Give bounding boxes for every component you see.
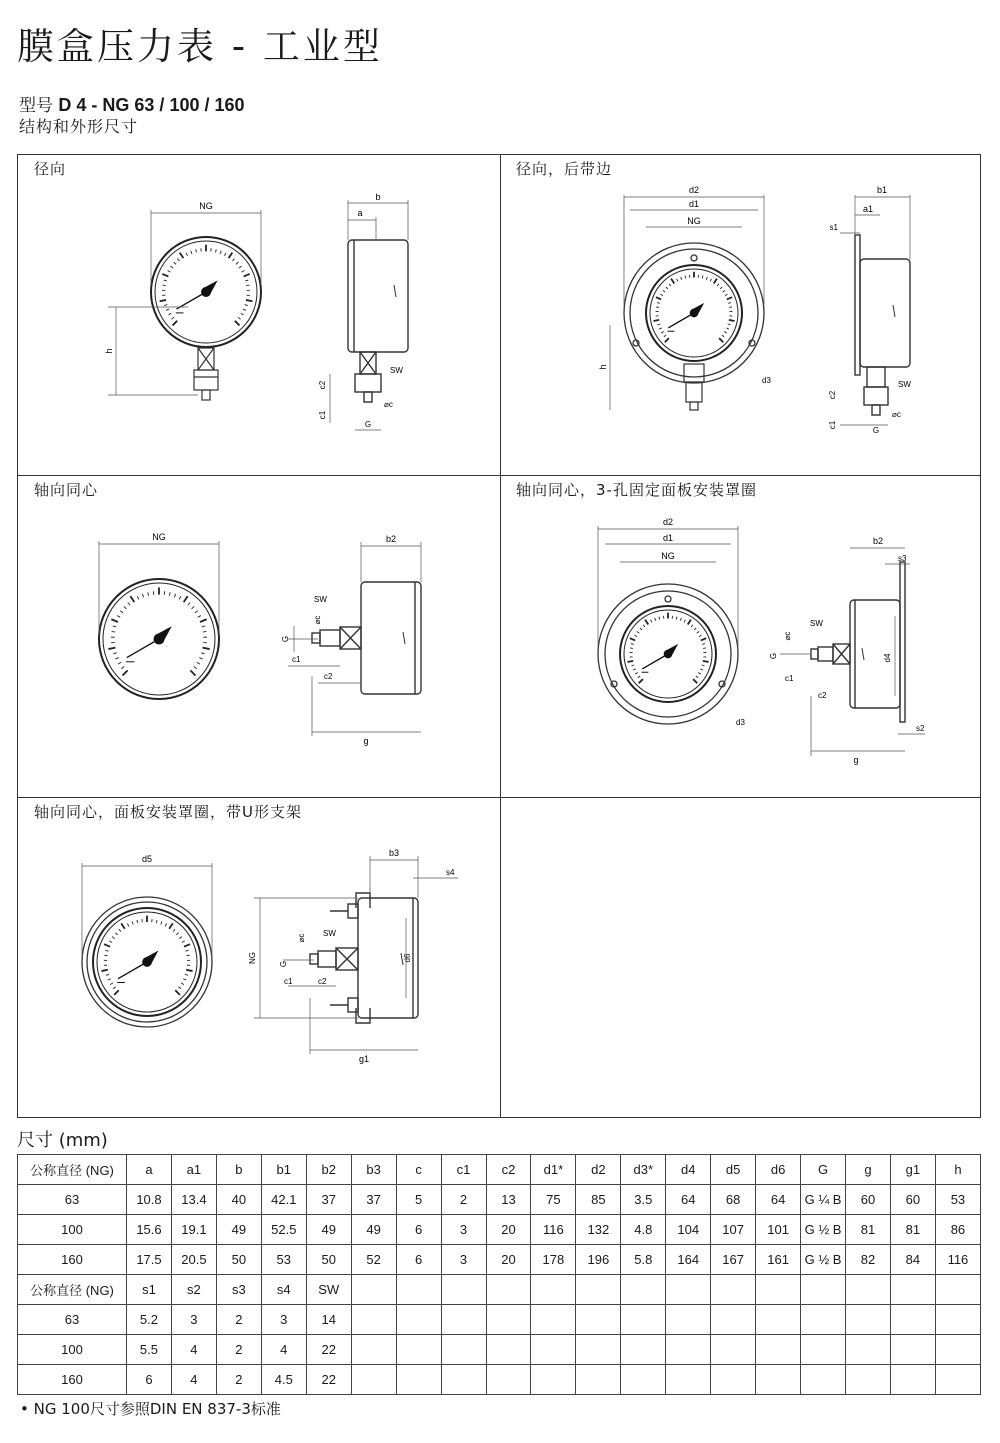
label-sw: SW xyxy=(314,595,327,604)
label-g-thread: G xyxy=(279,960,288,968)
table-cell: d5 xyxy=(711,1155,756,1185)
bottom-fitting xyxy=(194,348,218,400)
table-cell: 160 xyxy=(18,1245,127,1275)
table-cell: a1 xyxy=(171,1155,216,1185)
table-cell: 4 xyxy=(171,1335,216,1365)
label-b3: b3 xyxy=(388,848,400,858)
table-cell: 6 xyxy=(396,1245,441,1275)
table-cell xyxy=(441,1335,486,1365)
table-cell: 2 xyxy=(216,1365,261,1395)
table-cell: 5.8 xyxy=(621,1245,666,1275)
label-phi-c: ⌀c xyxy=(313,615,322,625)
table-cell: 40 xyxy=(216,1185,261,1215)
table-cell xyxy=(531,1275,576,1305)
table-cell: 50 xyxy=(216,1245,261,1275)
table-cell: 64 xyxy=(756,1185,801,1215)
table-row xyxy=(18,1365,981,1395)
page-subtitle: 结构和外形尺寸 xyxy=(19,117,139,136)
table-cell: s4 xyxy=(261,1275,306,1305)
table-cell: h xyxy=(935,1155,980,1185)
table-cell xyxy=(621,1305,666,1335)
label-c1: c1 xyxy=(318,410,327,420)
model-code: D 4 - NG 63 / 100 / 160 xyxy=(58,95,245,115)
panel-label: 径向，后带边 xyxy=(516,160,613,178)
table-cell: 196 xyxy=(576,1245,621,1275)
table-cell xyxy=(846,1305,891,1335)
table-cell xyxy=(531,1365,576,1395)
table-cell: 160 xyxy=(18,1365,127,1395)
table-cell: 81 xyxy=(890,1215,935,1245)
table-cell: 116 xyxy=(531,1215,576,1245)
table-cell xyxy=(846,1335,891,1365)
table-cell xyxy=(531,1335,576,1365)
table-cell xyxy=(666,1305,711,1335)
label-a1: a1 xyxy=(862,204,874,214)
table-cell: 5.2 xyxy=(127,1305,172,1335)
label-sw: SW xyxy=(323,929,336,938)
table-cell: 68 xyxy=(711,1185,756,1215)
label-phi-c: ⌀c xyxy=(783,631,792,641)
table-cell: 3 xyxy=(441,1215,486,1245)
table-cell xyxy=(890,1305,935,1335)
table-cell: 42.1 xyxy=(261,1185,306,1215)
table-header-row xyxy=(18,1275,981,1305)
table-cell: 53 xyxy=(935,1185,980,1215)
table-cell xyxy=(846,1275,891,1305)
dimensions-table-1 xyxy=(17,1154,981,1275)
table-cell xyxy=(801,1305,846,1335)
table-cell: 81 xyxy=(846,1215,891,1245)
table-cell xyxy=(935,1365,980,1395)
table-cell: 13 xyxy=(486,1185,531,1215)
dimension-lines xyxy=(598,526,925,756)
label-ng: NG xyxy=(152,532,166,542)
table-cell: 20.5 xyxy=(171,1245,216,1275)
table-cell xyxy=(396,1365,441,1395)
table-cell xyxy=(576,1335,621,1365)
table-cell: 52.5 xyxy=(261,1215,306,1245)
table-cell: 161 xyxy=(756,1245,801,1275)
label-g-thread: G xyxy=(281,635,290,643)
table-cell xyxy=(441,1275,486,1305)
table-cell: 100 xyxy=(18,1215,127,1245)
table-cell: 20 xyxy=(486,1215,531,1245)
label-d2: d2 xyxy=(688,185,700,195)
table-cell xyxy=(935,1275,980,1305)
table-cell: 公称直径 (NG) xyxy=(18,1155,127,1185)
label-s4: s4 xyxy=(446,868,455,877)
table-cell: 22 xyxy=(306,1335,351,1365)
table-cell xyxy=(711,1365,756,1395)
table-cell xyxy=(486,1305,531,1335)
side-view-radial xyxy=(348,240,408,402)
label-g: g xyxy=(363,736,369,746)
table-cell: d4 xyxy=(666,1155,711,1185)
drawing-radial-flange xyxy=(500,155,982,475)
table-cell xyxy=(711,1335,756,1365)
table-cell: b xyxy=(216,1155,261,1185)
panel-label: 轴向同心，3-孔固定面板安装罩圈 xyxy=(516,481,757,499)
panel-axial-flange xyxy=(500,476,982,797)
table-cell xyxy=(935,1335,980,1365)
table-cell xyxy=(576,1365,621,1395)
panel-empty xyxy=(500,798,982,1118)
table-cell: 60 xyxy=(846,1185,891,1215)
label-h: h xyxy=(104,348,114,354)
panel-axial-u-clamp xyxy=(18,798,500,1118)
table-cell xyxy=(666,1275,711,1305)
label-g-thread: G xyxy=(872,426,880,435)
panel-axial xyxy=(18,476,500,797)
table-cell xyxy=(801,1365,846,1395)
table-cell xyxy=(396,1305,441,1335)
table-cell xyxy=(396,1335,441,1365)
drawing-axial-u-clamp xyxy=(18,798,500,1118)
table-cell: 53 xyxy=(261,1245,306,1275)
dimensions-heading: 尺寸 (mm) xyxy=(17,1130,108,1151)
drawings-grid xyxy=(17,154,981,1118)
model-prefix: 型号 xyxy=(19,96,53,116)
table-cell: 2 xyxy=(441,1185,486,1215)
page-title: 膜盒压力表 - 工业型 xyxy=(17,25,383,68)
drawing-axial-flange xyxy=(500,476,982,797)
table-cell: b1 xyxy=(261,1155,306,1185)
label-c1: c1 xyxy=(828,420,837,430)
label-phi-c: ⌀c xyxy=(384,400,393,409)
table-cell: 2 xyxy=(216,1305,261,1335)
label-c1: c1 xyxy=(292,655,301,664)
table-cell: 6 xyxy=(396,1215,441,1245)
dimension-lines xyxy=(99,541,421,736)
table-cell: 公称直径 (NG) xyxy=(18,1275,127,1305)
label-sw: SW xyxy=(810,619,823,628)
table-cell: 52 xyxy=(351,1245,396,1275)
table-row xyxy=(18,1305,981,1335)
table-cell: d2 xyxy=(576,1155,621,1185)
table-cell: d6 xyxy=(756,1155,801,1185)
table-cell: SW xyxy=(306,1275,351,1305)
label-h: h xyxy=(598,364,608,370)
table-cell xyxy=(351,1275,396,1305)
table-cell: 3 xyxy=(261,1305,306,1335)
table-cell: 4.5 xyxy=(261,1365,306,1395)
label-d1: d1 xyxy=(688,199,700,209)
label-ng: NG xyxy=(248,952,257,964)
table-cell: 164 xyxy=(666,1245,711,1275)
table-cell: c1 xyxy=(441,1155,486,1185)
side-view xyxy=(310,893,418,1023)
table-cell xyxy=(441,1305,486,1335)
label-s2: s2 xyxy=(916,724,925,733)
footnote: • NG 100尺寸参照DIN EN 837-3标准 xyxy=(20,1400,281,1418)
table-cell xyxy=(890,1275,935,1305)
label-c2: c2 xyxy=(318,977,327,986)
label-g1: g1 xyxy=(358,1054,370,1064)
table-cell xyxy=(890,1335,935,1365)
table-cell: G xyxy=(801,1155,846,1185)
table-cell: 14 xyxy=(306,1305,351,1335)
table-cell xyxy=(351,1305,396,1335)
table-cell: 19.1 xyxy=(171,1215,216,1245)
table-cell xyxy=(756,1305,801,1335)
label-phi-c: ⌀c xyxy=(892,410,901,419)
drawing-axial xyxy=(18,476,500,797)
table-cell: 85 xyxy=(576,1185,621,1215)
table-cell: 3.5 xyxy=(621,1185,666,1215)
table-cell: 37 xyxy=(306,1185,351,1215)
table-row xyxy=(18,1245,981,1275)
table-cell: 3 xyxy=(171,1305,216,1335)
table-cell xyxy=(666,1365,711,1395)
table-row xyxy=(18,1335,981,1365)
table-cell: 75 xyxy=(531,1185,576,1215)
label-b2: b2 xyxy=(385,534,397,544)
label-g: g xyxy=(853,755,859,765)
table-cell xyxy=(531,1305,576,1335)
label-c2: c2 xyxy=(828,390,837,400)
table-cell: s1 xyxy=(127,1275,172,1305)
table-cell: s2 xyxy=(171,1275,216,1305)
table-cell: b3 xyxy=(351,1155,396,1185)
gauge-front xyxy=(620,606,716,702)
table-cell: 5.5 xyxy=(127,1335,172,1365)
dimensions-table-2 xyxy=(17,1274,981,1395)
label-a: a xyxy=(357,208,363,218)
label-d6: d6 xyxy=(403,953,412,963)
model-line xyxy=(19,94,245,117)
gauge-front xyxy=(646,265,742,361)
table-cell: 178 xyxy=(531,1245,576,1275)
label-ng: NG xyxy=(661,551,675,561)
table-cell: g xyxy=(846,1155,891,1185)
table-cell xyxy=(621,1335,666,1365)
table-cell: 104 xyxy=(666,1215,711,1245)
table-cell: d1* xyxy=(531,1155,576,1185)
table-cell: 10.8 xyxy=(127,1185,172,1215)
panel-label: 径向 xyxy=(34,160,67,178)
table-cell xyxy=(890,1365,935,1395)
table-cell xyxy=(576,1305,621,1335)
table-cell: 3 xyxy=(441,1245,486,1275)
label-sw: SW xyxy=(390,366,403,375)
label-d3: d3 xyxy=(762,376,771,385)
table-cell: 100 xyxy=(18,1335,127,1365)
table-cell: 4 xyxy=(171,1365,216,1395)
table-cell: b2 xyxy=(306,1155,351,1185)
label-d1: d1 xyxy=(662,533,674,543)
table-cell: 5 xyxy=(396,1185,441,1215)
table-cell: 49 xyxy=(351,1215,396,1245)
label-c2: c2 xyxy=(318,380,327,390)
table-cell: 50 xyxy=(306,1245,351,1275)
table-header-row xyxy=(18,1155,981,1185)
table-cell xyxy=(801,1275,846,1305)
panel-radial-flange xyxy=(500,155,982,475)
table-cell: 60 xyxy=(890,1185,935,1215)
bottom-fitting xyxy=(684,364,704,410)
table-cell: 17.5 xyxy=(127,1245,172,1275)
label-ng: NG xyxy=(199,201,213,211)
table-cell: 37 xyxy=(351,1185,396,1215)
label-d3: d3 xyxy=(736,718,745,727)
label-g-thread: G xyxy=(769,652,778,660)
table-cell: 6 xyxy=(127,1365,172,1395)
table-row xyxy=(18,1215,981,1245)
dimension-lines xyxy=(610,195,910,425)
table-cell: 116 xyxy=(935,1245,980,1275)
table-cell xyxy=(666,1335,711,1365)
table-cell: c2 xyxy=(486,1155,531,1185)
label-c1: c1 xyxy=(284,977,293,986)
label-c1: c1 xyxy=(785,674,794,683)
panel-label: 轴向同心 xyxy=(34,481,99,499)
table-cell xyxy=(486,1335,531,1365)
gauge-front xyxy=(151,237,261,347)
label-s1: s1 xyxy=(829,223,838,232)
table-cell xyxy=(756,1275,801,1305)
panel-label: 轴向同心，面板安装罩圈，带U形支架 xyxy=(34,803,302,821)
label-d2: d2 xyxy=(662,517,674,527)
table-cell xyxy=(621,1365,666,1395)
label-b2: b2 xyxy=(872,536,884,546)
table-cell xyxy=(351,1335,396,1365)
table-row xyxy=(18,1185,981,1215)
table-cell xyxy=(576,1275,621,1305)
table-cell: g1 xyxy=(890,1155,935,1185)
dimension-lines xyxy=(108,200,408,430)
table-cell xyxy=(351,1365,396,1395)
table-cell xyxy=(756,1335,801,1365)
label-sw: SW xyxy=(898,380,911,389)
table-cell: 63 xyxy=(18,1305,127,1335)
table-cell: G ½ B xyxy=(801,1215,846,1245)
table-cell xyxy=(486,1365,531,1395)
label-g-thread: G xyxy=(364,420,372,429)
gauge-front xyxy=(93,908,201,1016)
table-cell: 2 xyxy=(216,1335,261,1365)
table-cell: G ½ B xyxy=(801,1245,846,1275)
table-cell xyxy=(756,1365,801,1395)
table-cell xyxy=(711,1305,756,1335)
label-b: b xyxy=(375,192,381,202)
drawing-radial xyxy=(18,155,500,475)
table-cell: 167 xyxy=(711,1245,756,1275)
table-cell: 64 xyxy=(666,1185,711,1215)
label-phi-c: ⌀c xyxy=(297,933,306,943)
table-cell: G ¼ B xyxy=(801,1185,846,1215)
table-cell xyxy=(441,1365,486,1395)
table-cell: 4.8 xyxy=(621,1215,666,1245)
table-cell: 15.6 xyxy=(127,1215,172,1245)
table-cell: 63 xyxy=(18,1185,127,1215)
label-c2: c2 xyxy=(324,672,333,681)
table-cell xyxy=(935,1305,980,1335)
table-cell xyxy=(801,1335,846,1365)
table-cell xyxy=(846,1365,891,1395)
table-cell: 49 xyxy=(306,1215,351,1245)
label-d5: d5 xyxy=(141,854,153,864)
table-cell xyxy=(711,1275,756,1305)
table-cell: d3* xyxy=(621,1155,666,1185)
label-b1: b1 xyxy=(876,185,888,195)
table-cell: 107 xyxy=(711,1215,756,1245)
table-cell: 82 xyxy=(846,1245,891,1275)
table-cell: 101 xyxy=(756,1215,801,1245)
table-cell: 84 xyxy=(890,1245,935,1275)
label-s3: s3 xyxy=(898,554,907,563)
label-d4: d4 xyxy=(883,653,892,663)
table-cell: a xyxy=(127,1155,172,1185)
table-cell: 4 xyxy=(261,1335,306,1365)
label-c2: c2 xyxy=(818,691,827,700)
table-cell: 13.4 xyxy=(171,1185,216,1215)
panel-radial xyxy=(18,155,500,475)
table-cell: 22 xyxy=(306,1365,351,1395)
label-ng: NG xyxy=(687,216,701,226)
table-cell: 49 xyxy=(216,1215,261,1245)
table-cell xyxy=(486,1275,531,1305)
table-cell: 20 xyxy=(486,1245,531,1275)
table-cell: 86 xyxy=(935,1215,980,1245)
gauge-front xyxy=(99,579,219,699)
table-cell xyxy=(621,1275,666,1305)
table-cell: c xyxy=(396,1155,441,1185)
table-cell: 132 xyxy=(576,1215,621,1245)
table-cell xyxy=(396,1275,441,1305)
table-cell: s3 xyxy=(216,1275,261,1305)
